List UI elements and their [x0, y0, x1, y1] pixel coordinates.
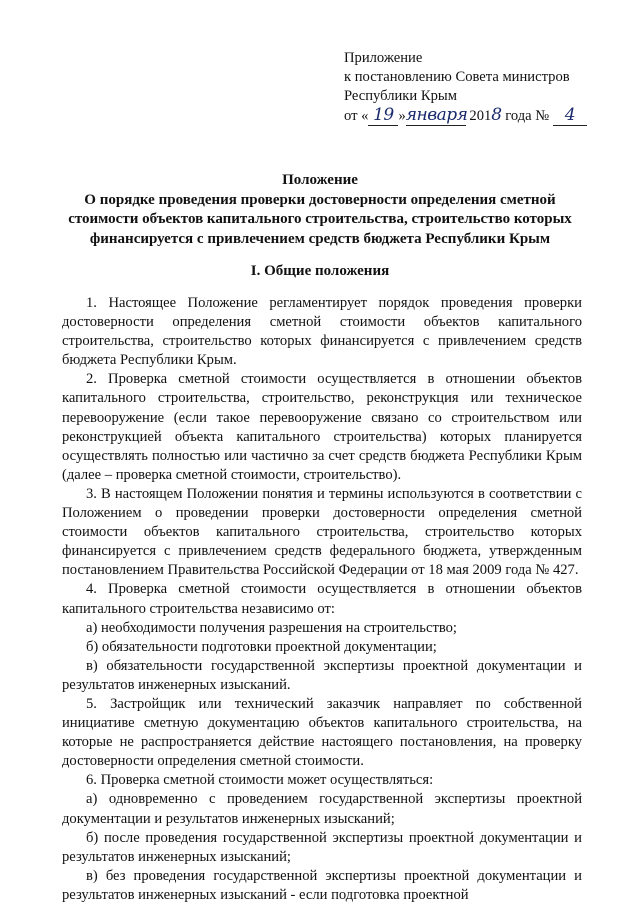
paragraph-3: 3. В настоящем Положении понятия и термины используются в соответствии с Положением о проведении проверки достоверности определения сметной стоимости объектов капитального строительства, строительство которых финансируется с привлечением средств федерального бюджета, утвержденным постановлением Правительства Российской Федерации от 18 мая 2009 года № 427.	[62, 485, 582, 579]
paragraph-4: 4. Проверка сметной стоимости осуществляется в отношении объектов капитального строительства независимо от:	[62, 581, 582, 617]
paragraph-1: 1. Настоящее Положение регламентирует порядок проведения проверки достоверности определения сметной стоимости объектов капитального строительства, строительство которых финансируется с привлечением средств бюджета Республики Крым.	[62, 295, 582, 369]
handwritten-month: января	[405, 105, 468, 125]
section-heading: I. Общие положения	[250, 263, 390, 279]
paragraph-4a: а) необходимости получения разрешения на строительство;	[86, 619, 457, 636]
appendix-date-line	[344, 106, 614, 126]
date-day-close: »	[398, 108, 406, 124]
handwritten-day: 19	[368, 106, 398, 126]
document-body	[62, 294, 582, 905]
paragraph-5: 5. Застройщик или технический заказчик направляет по собственной инициативе сметную документацию объектов капитального строительства, на которые не распространяется действие настоящего постановления, на проверку достоверности определения сметной стоимости.	[62, 695, 582, 770]
paragraph-6: 6. Проверка сметной стоимости может осуществляться:	[86, 772, 434, 789]
document-title	[60, 171, 580, 249]
appendix-line-3: Республики Крым	[344, 88, 457, 104]
paragraph-4c: в) обязательности государственной экспертизы проектной документации и результатов инженерных изысканий.	[62, 657, 582, 693]
handwritten-number: 4	[553, 106, 587, 126]
title-line-1: Положение	[282, 172, 358, 188]
paragraph-6a: а) одновременно с проведением государственной экспертизы проектной документации и результатов инженерных изысканий;	[62, 791, 582, 827]
paragraph-6b: б) после проведения государственной экспертизы проектной документации и результатов инженерных изысканий;	[62, 829, 582, 865]
date-prefix: от «	[344, 108, 369, 124]
appendix-line-1: Приложение	[344, 50, 423, 66]
paragraph-6c: в) без проведения государственной экспертизы проектной документации и результатов инженерных изысканий - если подготовка проектной	[62, 867, 582, 903]
title-line-2: О порядке проведения проверки достоверности определения сметной стоимости объектов капитального строительства, строительство которых финансируется с привлечением средств бюджета Республики Крым	[68, 191, 572, 247]
handwritten-year-digit: 8	[491, 105, 502, 125]
paragraph-4b: б) обязательности подготовки проектной документации;	[86, 638, 437, 655]
year-suffix: года №	[501, 108, 550, 124]
appendix-header	[344, 49, 614, 126]
appendix-line-2: к постановлению Совета министров	[344, 69, 570, 85]
paragraph-2: 2. Проверка сметной стоимости осуществляется в отношении объектов капитального строительства, строительство, реконструкция или техническое перевооружение (если такое перевооружение связано со строительством или реконструкцией объекта капитального строительства) которых планируется осуществлять полностью или частично за счет средств бюджета Республики Крым (далее – проверка сметной стоимости, строительство).	[62, 371, 582, 483]
year-prefix: 201	[469, 108, 492, 124]
